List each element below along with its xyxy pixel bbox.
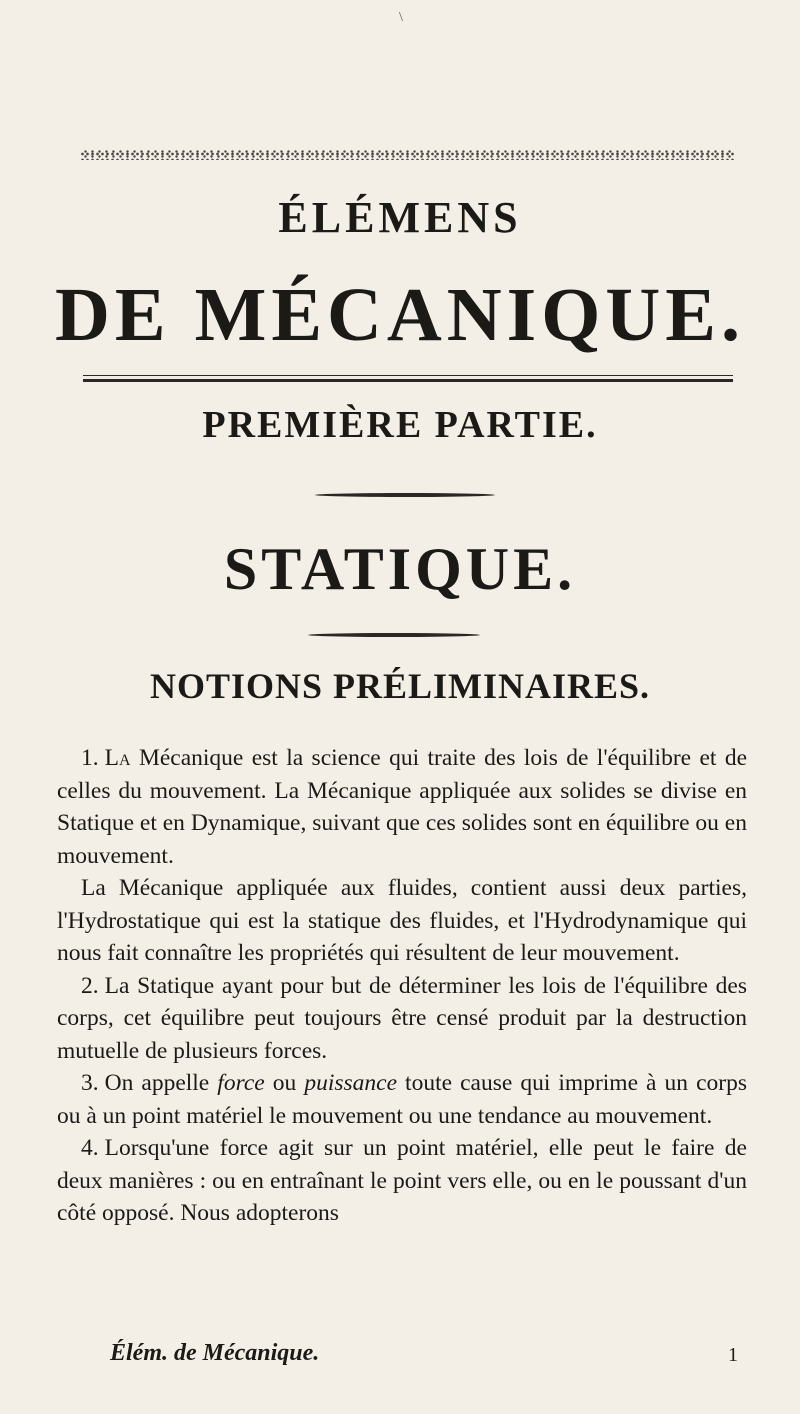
paragraph-1b xyxy=(57,872,747,970)
margin-mark: \ xyxy=(399,10,403,25)
swelled-rule xyxy=(308,633,480,637)
paragraph-3 xyxy=(57,1067,747,1132)
paragraph-text: ou xyxy=(264,1070,305,1096)
ornamental-band xyxy=(80,150,735,160)
paragraph-number: 4. xyxy=(81,1135,99,1161)
swelled-rule xyxy=(315,493,495,497)
signature-mark: Élém. de Mécanique. xyxy=(110,1340,320,1366)
paragraph-text: Lorsqu'une force agit sur un point matériel, elle peut le faire de deux manières : ou en entraînant le point vers elle, ou en le poussant d'un côté opposé. Nous adopterons xyxy=(57,1135,747,1226)
paragraph-number: 2. xyxy=(81,972,99,999)
signature-number: 1 xyxy=(728,1344,738,1366)
paragraph-2 xyxy=(57,970,747,1068)
paragraph-text: On appelle xyxy=(104,1070,218,1096)
paragraph-text: Mécanique est la science qui traite des lois de l'équilibre et de celles du mouvement. La Mécanique appliquée aux solides se divise en Statique et en Dynamique, suivant que ces solides sont en équilibre ou en mouvement. xyxy=(57,745,748,869)
paragraph-4 xyxy=(57,1132,747,1230)
section-heading: STATIQUE. xyxy=(223,536,577,602)
paragraph-text: La Statique ayant pour but de déterminer les lois de l'équilibre des corps, cet équilibre peut toujours être censé produit par la destruction mutuelle de plusieurs forces. xyxy=(57,972,747,1064)
part-heading: PREMIÈRE PARTIE. xyxy=(202,404,598,446)
paragraph-text: La Mécanique appliquée aux fluides, contient aussi deux parties, l'Hydrostatique qui est la statique des fluides, et l'Hydrodynamique qui nous fait connaître les propriétés qui résultent de leur mouvement. xyxy=(57,875,747,966)
term-force: force xyxy=(217,1070,265,1096)
title-line-2: DE MÉCANIQUE. xyxy=(55,273,745,357)
paragraph-number: 3. xyxy=(81,1070,99,1096)
lead-word: La xyxy=(104,745,131,771)
body-text xyxy=(57,742,747,1230)
term-puissance: puissance xyxy=(304,1070,397,1096)
double-rule xyxy=(83,375,733,382)
paragraph-1 xyxy=(57,742,747,872)
subsection-heading: NOTIONS PRÉLIMINAIRES. xyxy=(149,666,651,706)
paragraph-number: 1. xyxy=(81,745,99,771)
paragraph-text: toute cause qui imprime à un corps ou à un point matériel le mouvement ou une tendance au mouvement. xyxy=(57,1070,747,1129)
title-line-1: ÉLÉMENS xyxy=(278,193,522,242)
